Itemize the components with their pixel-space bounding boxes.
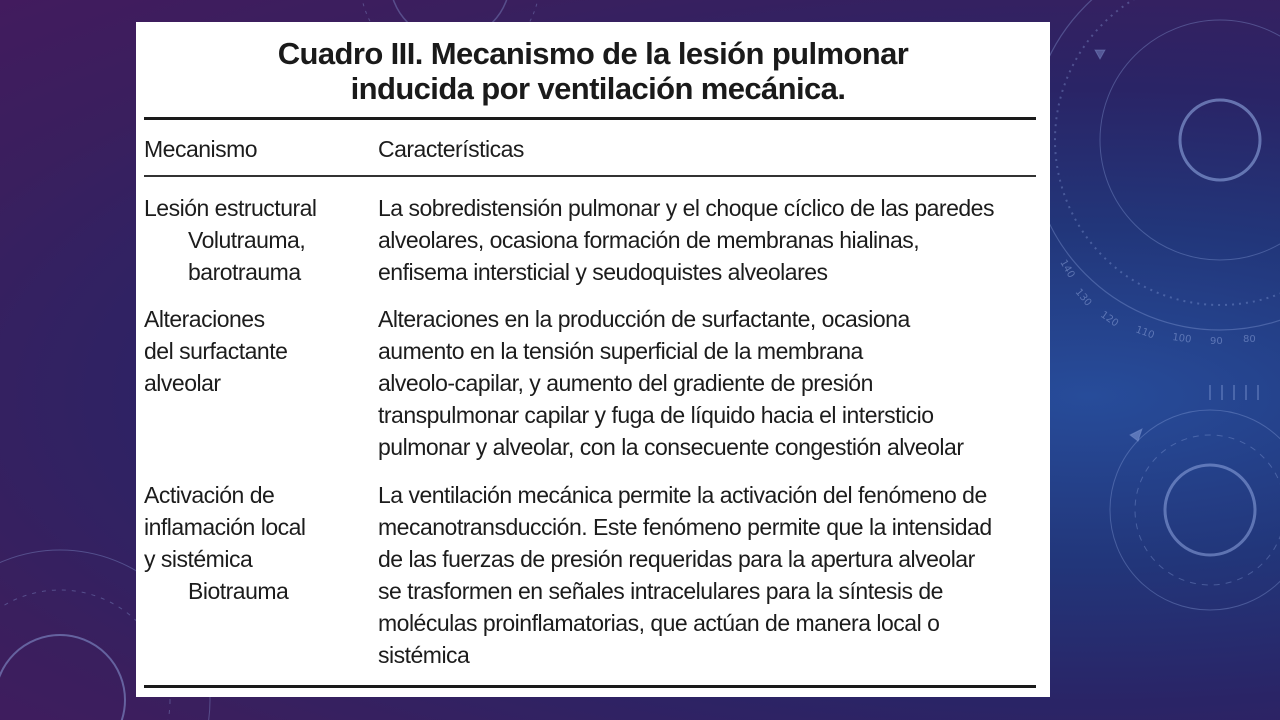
dial-number: 120	[1098, 309, 1121, 330]
dial-number: 100	[1171, 332, 1193, 346]
row-3-characteristics: La ventilación mecánica permite la activación del fenómeno de mecanotransducción. Este fenómeno permite que la intensidad de las fuerzas de presión requeridas para la apertura alveolar se trasformen en señales intracelulares para la síntesis de moléculas proinflamatorias, que actúan de manera local o sistémica	[378, 482, 992, 668]
header-rule	[144, 175, 1036, 177]
row-3-mechanism: Activación de inflamación local y sistémica Biotrauma	[144, 482, 306, 604]
row-2-mechanism: Alteraciones del surfactante alveolar	[144, 306, 288, 396]
header-caracteristicas: Características	[378, 136, 524, 162]
title-line-2: inducida por ventilación mecánica.	[350, 71, 846, 106]
row-1-characteristics: La sobredistensión pulmonar y el choque cíclico de las paredes alveolares, ocasiona formación de membranas hialinas, enfisema intersticial y seudoquistes alveolares	[378, 195, 994, 285]
table-title	[136, 36, 1050, 106]
top-rule	[144, 117, 1036, 120]
header-mecanismo: Mecanismo	[144, 136, 258, 162]
table-card	[136, 22, 1050, 697]
dial-number: 80	[1243, 334, 1256, 345]
row-1-mechanism: Lesión estructural Volutrauma, barotrauma	[144, 195, 317, 285]
row-2-characteristics: Alteraciones en la producción de surfactante, ocasiona aumento en la tensión superficial de la membrana alveolo-capilar, y aumento del gradiente de presión transpulmonar capilar y fuga de líquido hacia el intersticio pulmonar y alveolar, con la consecuente congestión alveolar	[378, 306, 964, 460]
dial-number: 140	[1057, 258, 1077, 281]
dial-number: 130	[1072, 286, 1094, 309]
dial-number: 90	[1210, 336, 1223, 347]
dial-number: 110	[1133, 324, 1156, 342]
title-line-1: Cuadro III. Mecanismo de la lesión pulmonar	[277, 36, 909, 71]
bottom-rule	[144, 685, 1036, 688]
